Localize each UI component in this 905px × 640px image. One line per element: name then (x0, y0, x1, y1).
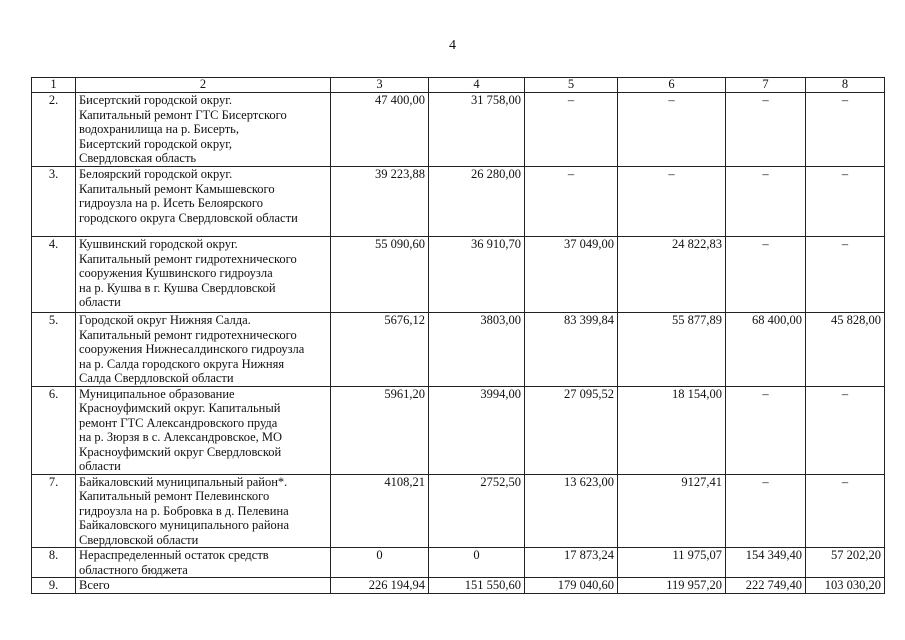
value-cell: 17 873,24 (525, 548, 618, 578)
row-description (76, 386, 331, 474)
value-cell: 3803,00 (429, 313, 525, 387)
description-line: Салда Свердловской области (79, 371, 234, 385)
value-cell: 11 975,07 (618, 548, 726, 578)
value-cell: 31 758,00 (429, 93, 525, 167)
row-number: 9. (32, 578, 76, 594)
value-cell: – (618, 93, 726, 167)
table-row (32, 386, 885, 474)
description-line: Капитальный ремонт Камышевского (79, 181, 275, 196)
column-header: 3 (331, 78, 429, 93)
row-number: 4. (32, 237, 76, 313)
value-cell: – (726, 167, 806, 237)
value-cell: 37 049,00 (525, 237, 618, 313)
table-row (32, 93, 885, 167)
value-cell: – (525, 167, 618, 237)
value-cell: 47 400,00 (331, 93, 429, 167)
value-cell: – (726, 93, 806, 167)
value-cell: 9127,41 (618, 474, 726, 548)
description-line: сооружения Кушвинского гидроузла (79, 266, 273, 280)
table-row (32, 548, 885, 578)
description-line: гидроузла на р. Исеть Белоярского (79, 196, 264, 210)
value-cell: 5961,20 (331, 386, 429, 474)
column-header: 7 (726, 78, 806, 93)
funding-table (31, 77, 885, 594)
description-line: Свердловской области (79, 532, 199, 547)
value-cell: 103 030,20 (806, 578, 885, 594)
value-cell: 13 623,00 (525, 474, 618, 548)
description-line: сооружения Нижнесалдинского гидроузла (79, 342, 305, 356)
description-line: Капитальный ремонт гидротехнического (79, 327, 297, 342)
value-cell: 26 280,00 (429, 167, 525, 237)
column-header: 5 (525, 78, 618, 93)
row-number: 5. (32, 313, 76, 387)
value-cell: 119 957,20 (618, 578, 726, 594)
table-row (32, 578, 885, 594)
value-cell: – (806, 93, 885, 167)
value-cell: 154 349,40 (726, 548, 806, 578)
value-cell: 2752,50 (429, 474, 525, 548)
row-description (76, 93, 331, 167)
column-header: 4 (429, 78, 525, 93)
description-line: Байкаловского муниципального района (79, 518, 290, 532)
row-number: 7. (32, 474, 76, 548)
page-number: 4 (449, 38, 456, 53)
description-line: Байкаловский муниципальный район*. (79, 474, 288, 489)
row-description (76, 578, 331, 594)
description-line: Капитальный ремонт гидротехнического (79, 251, 297, 266)
row-description (76, 548, 331, 578)
value-cell: – (806, 386, 885, 474)
row-number: 2. (32, 93, 76, 167)
table-body (32, 93, 885, 594)
description-line: ремонт ГТС Александровского пруда (79, 415, 278, 430)
description-line: области (79, 295, 121, 309)
description-line: Городской округ Нижняя Салда. (79, 313, 251, 327)
row-description (76, 313, 331, 387)
value-cell: 151 550,60 (429, 578, 525, 594)
value-cell: 36 910,70 (429, 237, 525, 313)
value-cell: 57 202,20 (806, 548, 885, 578)
value-cell: 45 828,00 (806, 313, 885, 387)
value-cell: – (806, 237, 885, 313)
value-cell: 4108,21 (331, 474, 429, 548)
value-cell: – (726, 386, 806, 474)
value-cell: – (806, 474, 885, 548)
table-row (32, 167, 885, 237)
description-line: гидроузла на р. Бобровка в д. Пелевина (79, 503, 289, 518)
description-line: Свердловская область (79, 151, 197, 165)
value-cell: 27 095,52 (525, 386, 618, 474)
column-header: 1 (32, 78, 76, 93)
description-line: области (79, 459, 121, 473)
value-cell: – (618, 167, 726, 237)
column-header: 6 (618, 78, 726, 93)
table-row (32, 237, 885, 313)
value-cell: 39 223,88 (331, 167, 429, 237)
row-description (76, 237, 331, 313)
value-cell: – (806, 167, 885, 237)
value-cell: 68 400,00 (726, 313, 806, 387)
description-line: Красноуфимский округ. Капитальный (79, 401, 281, 415)
table-header-row (32, 78, 885, 93)
description-line: водохранилища на р. Бисерть, (79, 122, 240, 136)
value-cell: 83 399,84 (525, 313, 618, 387)
row-number: 6. (32, 386, 76, 474)
description-line: на р. Зюрзя в с. Александровское, МО (79, 430, 283, 444)
description-line: на р. Кушва в г. Кушва Свердловской (79, 280, 276, 295)
description-line: Красноуфимский округ Свердловской (79, 444, 282, 459)
value-cell: 24 822,83 (618, 237, 726, 313)
description-line: областного бюджета (79, 562, 188, 577)
description-line: Бисертский городской округ, (79, 136, 233, 151)
description-line: на р. Салда городского округа Нижняя (79, 356, 285, 371)
description-line: Белоярский городской округ. (79, 167, 233, 181)
table-row (32, 313, 885, 387)
value-cell: 179 040,60 (525, 578, 618, 594)
row-number: 3. (32, 167, 76, 237)
table-row (32, 474, 885, 548)
value-cell: 0 (331, 548, 429, 578)
value-cell: 5676,12 (331, 313, 429, 387)
value-cell: 0 (429, 548, 525, 578)
column-header: 8 (806, 78, 885, 93)
value-cell: 55 090,60 (331, 237, 429, 313)
row-number: 8. (32, 548, 76, 578)
description-line: Всего (79, 578, 110, 592)
description-line: городского округа Свердловской области (79, 210, 298, 225)
value-cell: 18 154,00 (618, 386, 726, 474)
value-cell: 3994,00 (429, 386, 525, 474)
column-header: 2 (76, 78, 331, 93)
value-cell: 226 194,94 (331, 578, 429, 594)
value-cell: – (525, 93, 618, 167)
value-cell: – (726, 474, 806, 548)
description-line: Капитальный ремонт ГТС Бисертского (79, 107, 287, 122)
description-line: Капитальный ремонт Пелевинского (79, 489, 270, 503)
row-description (76, 167, 331, 237)
value-cell: 55 877,89 (618, 313, 726, 387)
description-line: Нераспределенный остаток средств (79, 548, 269, 562)
row-description (76, 474, 331, 548)
description-line: Муниципальное образование (79, 386, 235, 401)
value-cell: – (726, 237, 806, 313)
value-cell: 222 749,40 (726, 578, 806, 594)
description-line: Кушвинский городской округ. (79, 237, 238, 251)
description-line: Бисертский городской округ. (79, 93, 233, 107)
